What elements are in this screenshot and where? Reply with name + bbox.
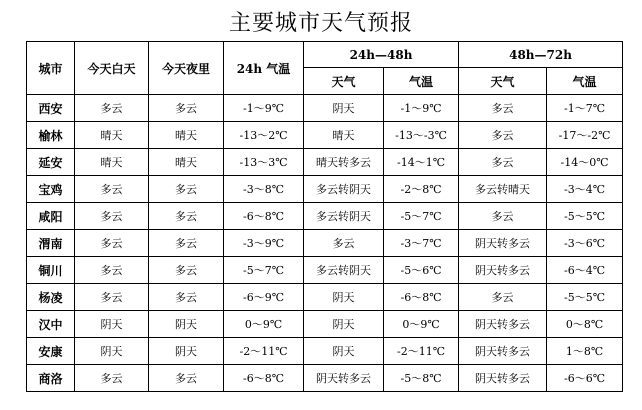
city-cell: 安康	[27, 338, 75, 365]
weather-72h-cell: 多云	[459, 122, 547, 149]
temp-24h-cell: -1～9℃	[224, 95, 304, 122]
header-24h-temp: 24h 气温	[224, 42, 304, 95]
temp-48h-cell: -14～1℃	[384, 149, 459, 176]
header-48h-weather: 天气	[304, 68, 384, 95]
header-72h-weather: 天气	[459, 68, 547, 95]
temp-24h-cell: -13～3℃	[224, 149, 304, 176]
city-cell: 渭南	[27, 230, 75, 257]
weather-48h-cell: 多云转阴天	[304, 257, 384, 284]
today-day-cell: 多云	[75, 203, 149, 230]
header-24-48h: 24h—48h	[304, 42, 459, 68]
city-cell: 延安	[27, 149, 75, 176]
today-day-cell: 晴天	[75, 149, 149, 176]
forecast-table	[26, 41, 623, 392]
table-row	[27, 338, 623, 365]
today-night-cell: 多云	[149, 257, 224, 284]
temp-72h-cell: -5～5℃	[547, 284, 623, 311]
today-day-cell: 多云	[75, 365, 149, 392]
temp-48h-cell: -2～11℃	[384, 338, 459, 365]
temp-24h-cell: -3～9℃	[224, 230, 304, 257]
today-night-cell: 晴天	[149, 122, 224, 149]
header-today-day: 今天白天	[75, 42, 149, 95]
today-night-cell: 阴天	[149, 311, 224, 338]
temp-72h-cell: -14～0℃	[547, 149, 623, 176]
today-day-cell: 多云	[75, 176, 149, 203]
city-cell: 杨凌	[27, 284, 75, 311]
temp-48h-cell: -13～-3℃	[384, 122, 459, 149]
weather-48h-cell: 多云转阴天	[304, 176, 384, 203]
today-day-cell: 阴天	[75, 338, 149, 365]
today-night-cell: 阴天	[149, 338, 224, 365]
header-48h-temp: 气温	[384, 68, 459, 95]
today-night-cell: 多云	[149, 230, 224, 257]
temp-72h-cell: -6～6℃	[547, 365, 623, 392]
temp-24h-cell: 0～9℃	[224, 311, 304, 338]
weather-72h-cell: 阴天转多云	[459, 365, 547, 392]
today-night-cell: 多云	[149, 284, 224, 311]
temp-72h-cell: -6～4℃	[547, 257, 623, 284]
header-city: 城市	[27, 42, 75, 95]
header-72h-temp: 气温	[547, 68, 623, 95]
temp-48h-cell: -6～8℃	[384, 284, 459, 311]
weather-48h-cell: 晴天转多云	[304, 149, 384, 176]
temp-72h-cell: -3～4℃	[547, 176, 623, 203]
temp-48h-cell: -2～8℃	[384, 176, 459, 203]
temp-24h-cell: -6～9℃	[224, 284, 304, 311]
city-cell: 咸阳	[27, 203, 75, 230]
weather-72h-cell: 阴天转多云	[459, 311, 547, 338]
weather-48h-cell: 多云转阴天	[304, 203, 384, 230]
today-night-cell: 晴天	[149, 149, 224, 176]
city-cell: 汉中	[27, 311, 75, 338]
today-night-cell: 多云	[149, 365, 224, 392]
temp-72h-cell: -1～7℃	[547, 95, 623, 122]
today-night-cell: 多云	[149, 176, 224, 203]
temp-24h-cell: -3～8℃	[224, 176, 304, 203]
today-day-cell: 晴天	[75, 122, 149, 149]
temp-48h-cell: -5～8℃	[384, 365, 459, 392]
page-title: 主要城市天气预报	[228, 11, 413, 36]
city-cell: 铜川	[27, 257, 75, 284]
weather-72h-cell: 阴天转多云	[459, 230, 547, 257]
today-day-cell: 多云	[75, 95, 149, 122]
temp-48h-cell: -3～7℃	[384, 230, 459, 257]
table-row	[27, 230, 623, 257]
city-cell: 商洛	[27, 365, 75, 392]
temp-24h-cell: -5～7℃	[224, 257, 304, 284]
temp-72h-cell: 1～8℃	[547, 338, 623, 365]
weather-48h-cell: 阴天	[304, 284, 384, 311]
temp-72h-cell: -5～5℃	[547, 203, 623, 230]
weather-72h-cell: 多云	[459, 203, 547, 230]
temp-24h-cell: -6～8℃	[224, 365, 304, 392]
table-row	[27, 311, 623, 338]
city-cell: 榆林	[27, 122, 75, 149]
temp-48h-cell: -1～9℃	[384, 95, 459, 122]
table-row	[27, 284, 623, 311]
header-today-night: 今天夜里	[149, 42, 224, 95]
table-row	[27, 257, 623, 284]
city-cell: 宝鸡	[27, 176, 75, 203]
weather-48h-cell: 阴天转多云	[304, 365, 384, 392]
weather-48h-cell: 阴天	[304, 338, 384, 365]
temp-24h-cell: -13～2℃	[224, 122, 304, 149]
table-row	[27, 203, 623, 230]
today-day-cell: 多云	[75, 230, 149, 257]
table-row	[27, 176, 623, 203]
temp-48h-cell: -5～6℃	[384, 257, 459, 284]
temp-72h-cell: -3～6℃	[547, 230, 623, 257]
weather-72h-cell: 多云转晴天	[459, 176, 547, 203]
today-day-cell: 阴天	[75, 311, 149, 338]
temp-72h-cell: 0～8℃	[547, 311, 623, 338]
table-row	[27, 149, 623, 176]
weather-72h-cell: 阴天转多云	[459, 257, 547, 284]
weather-72h-cell: 多云	[459, 149, 547, 176]
today-night-cell: 多云	[149, 95, 224, 122]
weather-48h-cell: 多云	[304, 230, 384, 257]
table-row	[27, 95, 623, 122]
weather-72h-cell: 阴天转多云	[459, 338, 547, 365]
header-48-72h: 48h—72h	[459, 42, 623, 68]
weather-72h-cell: 多云	[459, 95, 547, 122]
today-day-cell: 多云	[75, 257, 149, 284]
temp-24h-cell: -2～11℃	[224, 338, 304, 365]
today-night-cell: 多云	[149, 203, 224, 230]
city-cell: 西安	[27, 95, 75, 122]
weather-48h-cell: 阴天	[304, 311, 384, 338]
temp-48h-cell: -5～7℃	[384, 203, 459, 230]
weather-72h-cell: 多云	[459, 284, 547, 311]
table-row	[27, 365, 623, 392]
temp-24h-cell: -6～8℃	[224, 203, 304, 230]
today-day-cell: 多云	[75, 284, 149, 311]
weather-48h-cell: 阴天	[304, 95, 384, 122]
weather-48h-cell: 晴天	[304, 122, 384, 149]
temp-48h-cell: 0～9℃	[384, 311, 459, 338]
temp-72h-cell: -17～-2℃	[547, 122, 623, 149]
table-row	[27, 122, 623, 149]
